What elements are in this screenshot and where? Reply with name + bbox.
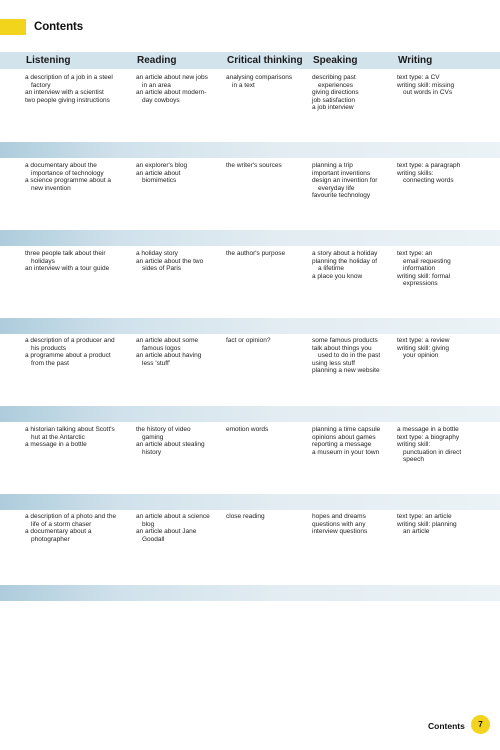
critical-thinking-cell xyxy=(226,162,282,170)
listening-cell xyxy=(25,513,116,543)
cell-text-line: famous logos xyxy=(142,344,181,352)
reading-cell xyxy=(136,337,201,367)
speaking-cell xyxy=(312,337,380,375)
cell-text-line: used to do in the past xyxy=(318,352,381,360)
cell-text-line: an article about Jane xyxy=(136,528,197,536)
cell-text-line: job satisfaction xyxy=(312,96,355,104)
unit-band xyxy=(0,494,500,510)
header-accent xyxy=(0,19,26,35)
cell-text-line: an article about having xyxy=(136,352,202,360)
unit-band xyxy=(0,230,500,246)
listening-cell xyxy=(25,250,109,273)
reading-cell xyxy=(136,426,205,456)
cell-text-line: a description of a photo and the xyxy=(25,513,117,520)
cell-text-line: in a text xyxy=(232,81,255,89)
page-title: Contents xyxy=(34,21,84,33)
page-number: 7 xyxy=(471,715,490,734)
column-header-reading: Reading xyxy=(137,55,177,66)
cell-text-line: three people talk about their xyxy=(25,250,106,257)
cell-text-line: a message in a bottle xyxy=(25,441,87,449)
speaking-cell xyxy=(312,426,380,456)
cell-text-line: a documentary about a xyxy=(25,528,92,536)
column-header-speaking: Speaking xyxy=(313,55,358,66)
cell-text-line: talk about things you xyxy=(312,344,372,352)
cell-text-line: expressions xyxy=(403,280,438,288)
cell-text-line: hut at the Antarctic xyxy=(31,433,85,441)
writing-cell xyxy=(397,74,454,97)
cell-text-line: your opinion xyxy=(403,352,439,360)
cell-text-line: opinions about games xyxy=(312,433,376,441)
cell-text-line: an article xyxy=(403,528,430,536)
critical-thinking-cell xyxy=(226,337,270,345)
column-header-row xyxy=(0,52,500,69)
cell-text-line: day cowboys xyxy=(142,96,180,104)
cell-text-line: an article about stealing xyxy=(136,441,205,449)
reading-cell xyxy=(136,513,210,543)
cell-text-line: a documentary about the xyxy=(25,162,97,169)
critical-thinking-cell xyxy=(226,426,268,434)
cell-text-line: writing skills: xyxy=(397,169,434,177)
cell-text-line: information xyxy=(403,265,436,273)
cell-text-line: text type: a CV xyxy=(397,74,440,81)
writing-cell xyxy=(397,250,451,288)
cell-text-line: writing skill: formal xyxy=(397,272,451,280)
listening-cell xyxy=(25,426,115,449)
cell-text-line: planning a new website xyxy=(312,367,380,375)
cell-text-line: a message in a bottle xyxy=(397,426,459,433)
cell-text-line: sides of Paris xyxy=(142,265,182,273)
writing-cell xyxy=(397,337,449,360)
cell-text-line: holidays xyxy=(31,257,55,265)
unit-band xyxy=(0,318,500,334)
cell-text-line: his products xyxy=(31,344,67,352)
cell-text-line: writing skill: planning xyxy=(397,520,457,528)
writing-cell xyxy=(397,162,460,185)
cell-text-line: text type: a biography xyxy=(397,433,460,441)
speaking-cell xyxy=(312,250,377,280)
cell-text-line: a science programme about a xyxy=(25,177,111,185)
cell-text-line: text type: a paragraph xyxy=(397,162,461,169)
cell-text-line: history xyxy=(142,448,162,456)
critical-thinking-cell xyxy=(226,250,285,258)
reading-cell xyxy=(136,74,208,104)
reading-cell xyxy=(136,162,187,185)
cell-text-line: from the past xyxy=(31,359,69,367)
cell-text-line: planning a time capsule xyxy=(312,426,381,433)
cell-text-line: an article about a science xyxy=(136,513,210,520)
cell-text-line: an article about xyxy=(136,169,181,177)
cell-text-line: blog xyxy=(142,520,155,528)
cell-text-line: close reading xyxy=(226,513,265,520)
cell-text-line: a place you know xyxy=(312,272,363,280)
cell-text-line: emotion words xyxy=(226,426,269,433)
cell-text-line: describing past xyxy=(312,74,356,81)
column-header-listening: Listening xyxy=(26,55,71,66)
cell-text-line: everyday life xyxy=(318,184,355,192)
cell-text-line: writing skill: xyxy=(397,441,431,449)
unit-band xyxy=(0,585,500,601)
cell-text-line: a description of a job in a steel xyxy=(25,74,113,81)
speaking-cell xyxy=(312,74,359,112)
writing-cell xyxy=(397,513,457,536)
cell-text-line: experiences xyxy=(318,81,354,89)
listening-cell xyxy=(25,74,113,104)
cell-text-line: an article about new jobs xyxy=(136,74,208,81)
cell-text-line: less 'stuff' xyxy=(142,359,171,367)
column-header-writing: Writing xyxy=(398,55,433,66)
cell-text-line: analysing comparisons xyxy=(226,74,293,81)
cell-text-line: a historian talking about Scott's xyxy=(25,426,115,433)
unit-band xyxy=(0,142,500,158)
cell-text-line: the history of video xyxy=(136,426,191,433)
cell-text-line: Goodall xyxy=(142,535,165,543)
unit-band xyxy=(0,406,500,422)
cell-text-line: email requesting xyxy=(403,257,451,265)
cell-text-line: questions with any xyxy=(312,520,366,528)
speaking-cell xyxy=(312,162,377,200)
cell-text-line: two people giving instructions xyxy=(25,96,110,104)
cell-text-line: in an area xyxy=(142,81,171,89)
cell-text-line: text type: an article xyxy=(397,513,452,520)
cell-text-line: interview questions xyxy=(312,528,368,536)
cell-text-line: a holiday story xyxy=(136,250,178,257)
cell-text-line: text type: a review xyxy=(397,337,450,344)
cell-text-line: new invention xyxy=(31,184,71,192)
cell-text-line: connecting words xyxy=(403,177,454,185)
cell-text-line: an article about some xyxy=(136,337,199,344)
cell-text-line: an explorer's blog xyxy=(136,162,188,169)
cell-text-line: the writer's sources xyxy=(226,162,282,169)
cell-text-line: fact or opinion? xyxy=(226,337,271,344)
listening-cell xyxy=(25,162,111,192)
reading-cell xyxy=(136,250,203,273)
cell-text-line: design an invention for xyxy=(312,177,378,185)
cell-text-line: importance of technology xyxy=(31,169,104,177)
cell-text-line: a story about a holiday xyxy=(312,250,378,257)
cell-text-line: punctuation in direct xyxy=(403,448,462,456)
cell-text-line: a job interview xyxy=(312,104,354,112)
footer-label: Contents xyxy=(428,721,465,731)
listening-cell xyxy=(25,337,115,367)
cell-text-line: hopes and dreams xyxy=(312,513,366,520)
cell-text-line: an article about the two xyxy=(136,257,204,265)
cell-text-line: photographer xyxy=(31,535,70,543)
cell-text-line: a description of a producer and xyxy=(25,337,115,344)
cell-text-line: a museum in your town xyxy=(312,448,380,456)
cell-text-line: important inventions xyxy=(312,169,371,177)
cell-text-line: an article about modern- xyxy=(136,89,207,97)
cell-text-line: gaming xyxy=(142,433,164,441)
cell-text-line: biomimetics xyxy=(142,177,177,185)
cell-text-line: giving directions xyxy=(312,89,359,97)
critical-thinking-cell xyxy=(226,513,265,521)
cell-text-line: a programme about a product xyxy=(25,352,111,360)
cell-text-line: factory xyxy=(31,81,51,89)
cell-text-line: an interview with a tour guide xyxy=(25,265,110,273)
cell-text-line: out words in CVs xyxy=(403,89,453,97)
cell-text-line: the author's purpose xyxy=(226,250,286,257)
cell-text-line: a lifetime xyxy=(318,265,345,273)
cell-text-line: using less stuff xyxy=(312,359,355,367)
cell-text-line: planning a trip xyxy=(312,162,353,169)
cell-text-line: reporting a message xyxy=(312,441,372,449)
cell-text-line: life of a storm chaser xyxy=(31,520,92,528)
cell-text-line: writing skill: missing xyxy=(397,81,455,89)
cell-text-line: writing skill: giving xyxy=(397,344,450,352)
cell-text-line: an interview with a scientist xyxy=(25,89,104,97)
cell-text-line: favourite technology xyxy=(312,192,371,200)
critical-thinking-cell xyxy=(226,74,292,89)
cell-text-line: speech xyxy=(403,456,424,464)
cell-text-line: planning the holiday of xyxy=(312,257,378,265)
column-header-critical-thinking: Critical thinking xyxy=(227,55,303,66)
cell-text-line: text type: an xyxy=(397,250,433,257)
speaking-cell xyxy=(312,513,367,536)
writing-cell xyxy=(397,426,461,464)
cell-text-line: some famous products xyxy=(312,337,378,344)
